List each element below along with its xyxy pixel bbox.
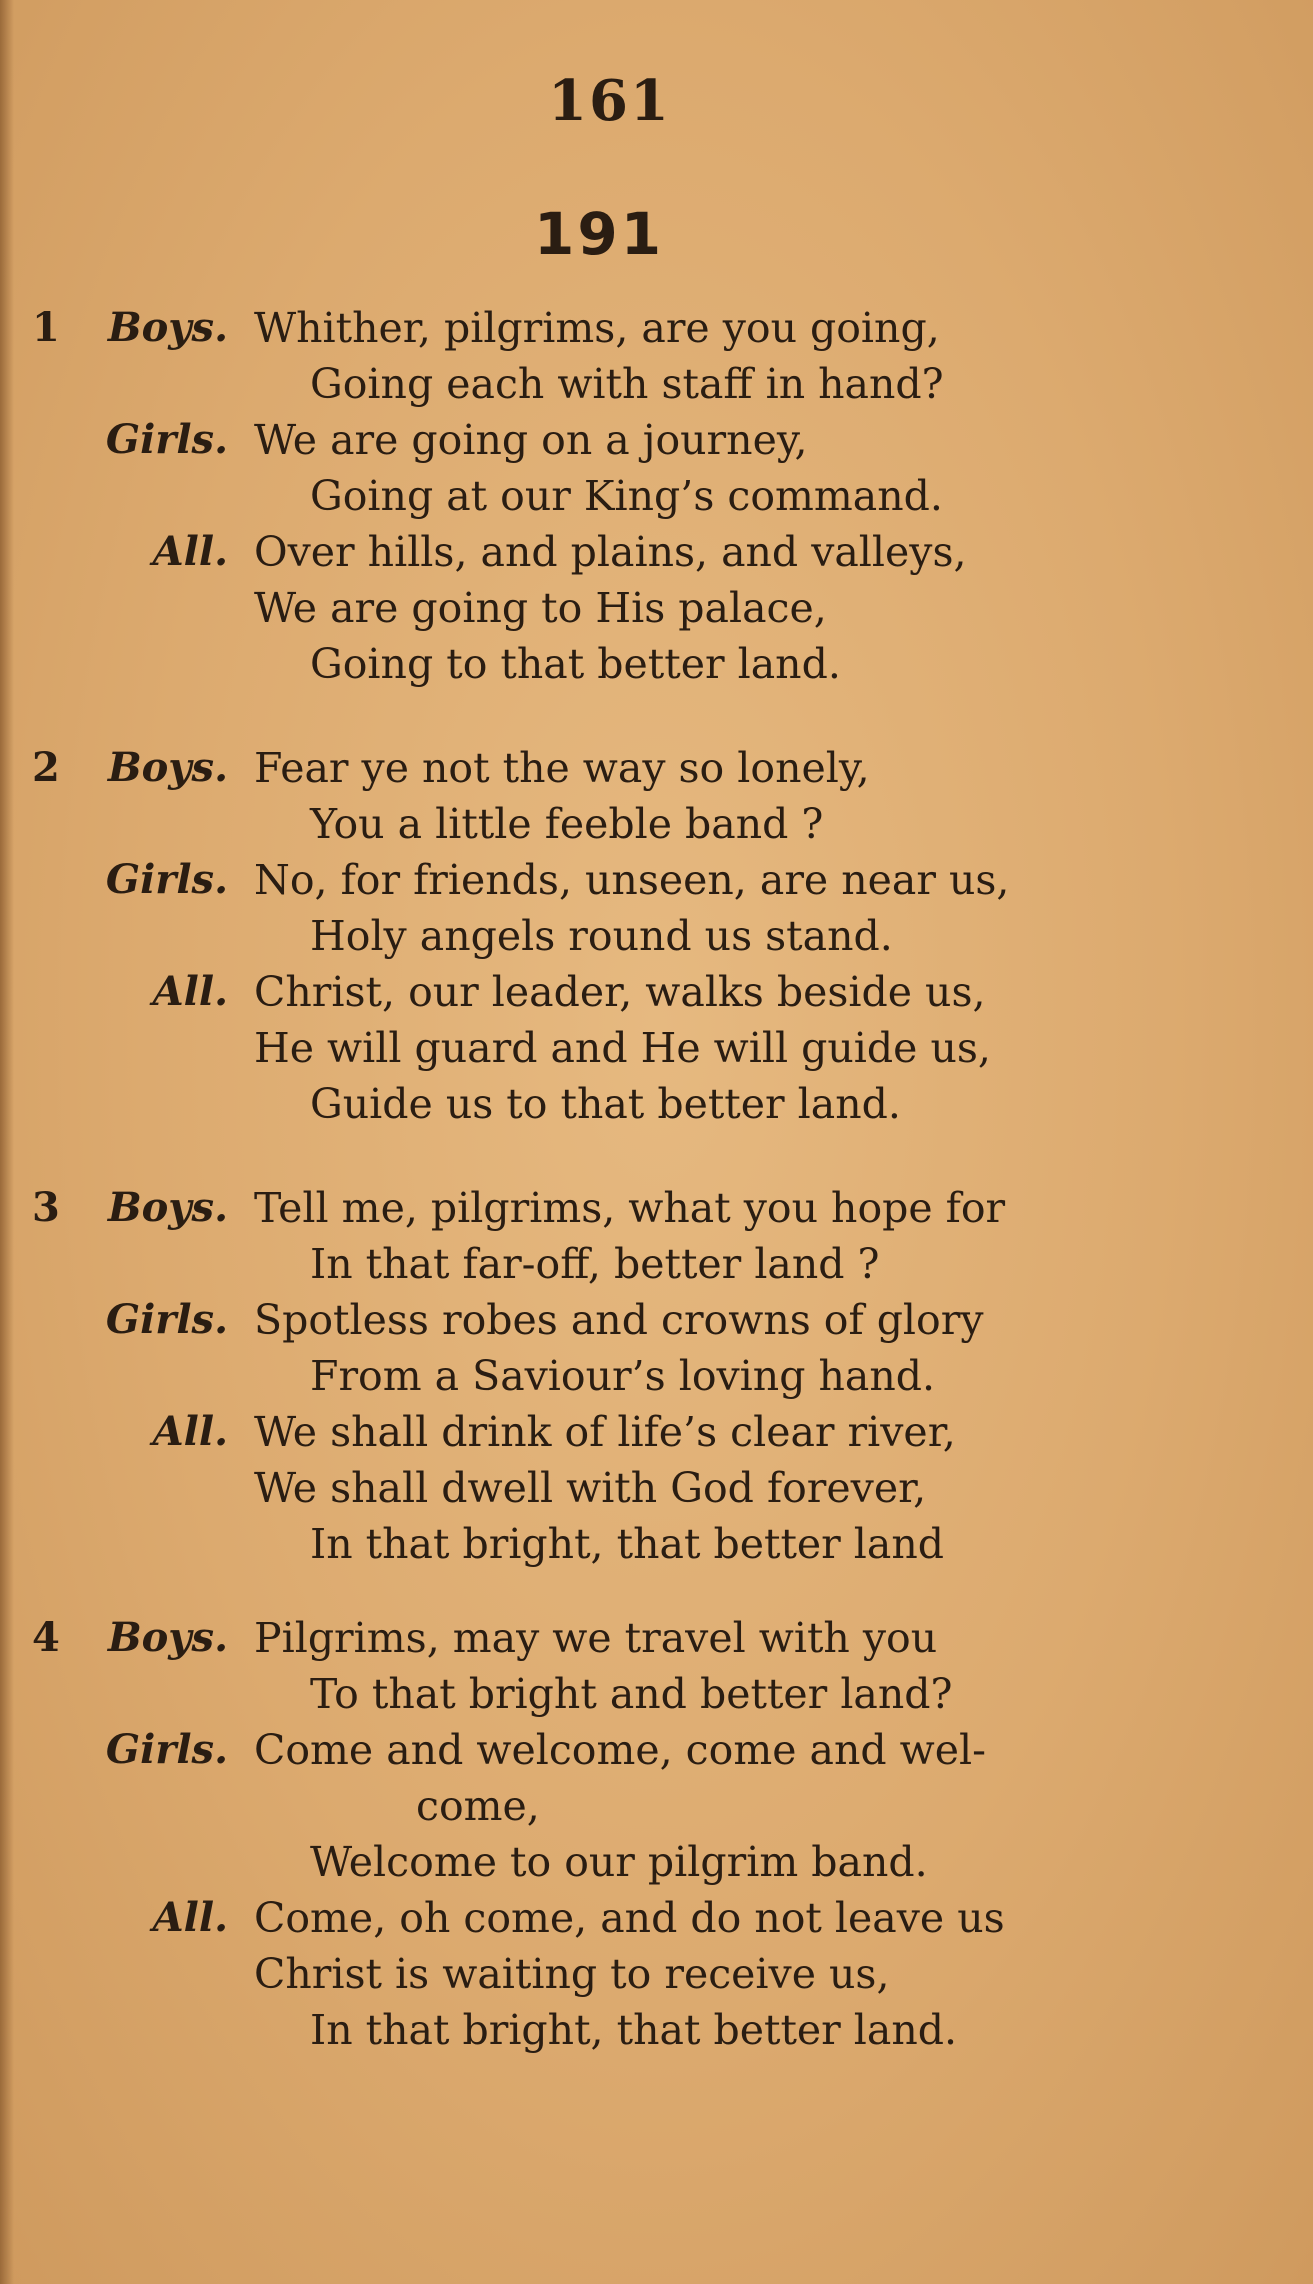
page-number: 161: [548, 68, 671, 134]
verse-line: [0, 300, 1313, 356]
verse-line: [0, 852, 1313, 908]
speaker-label: Boys.: [107, 744, 228, 791]
lyric-text: Fear ye not the way so lonely,: [254, 744, 870, 792]
verse-line: [0, 1890, 1313, 1946]
verse-line: [0, 1404, 1313, 1460]
lyric-text: We are going to His palace,: [254, 584, 827, 632]
lyric-text: You a little feeble band ?: [310, 800, 824, 848]
verse-number: 4: [32, 1614, 60, 1661]
lyric-text: Guide us to that better land.: [310, 1080, 901, 1128]
lyric-text: He will guard and He will guide us,: [254, 1024, 991, 1072]
lyric-text: We shall drink of life’s clear river,: [254, 1408, 956, 1456]
verse-line: [0, 1460, 1313, 1516]
verse-line: [0, 2002, 1313, 2058]
lyric-text: Going each with staff in hand?: [310, 360, 944, 408]
speaker-label: Boys.: [107, 1614, 228, 1661]
lyric-text: Pilgrims, may we travel with you: [254, 1614, 938, 1662]
lyric-text: come,: [416, 1782, 540, 1830]
speaker-label: All.: [152, 1894, 228, 1941]
verse-line: [0, 796, 1313, 852]
verse-line: [0, 964, 1313, 1020]
speaker-label: Boys.: [107, 304, 228, 351]
verse-line: [0, 468, 1313, 524]
lyric-text: Whither, pilgrims, are you going,: [254, 304, 940, 352]
verse-line: [0, 1516, 1313, 1572]
verse-line: [0, 1348, 1313, 1404]
verse-number: 3: [32, 1184, 60, 1231]
lyric-text: Welcome to our pilgrim band.: [310, 1838, 928, 1886]
lyric-text: In that bright, that better land.: [310, 2006, 958, 2054]
lyric-text: Come and welcome, come and wel-: [254, 1726, 986, 1774]
verse-line: [0, 1180, 1313, 1236]
verse-line: [0, 1778, 1313, 1834]
verse-line: [0, 1020, 1313, 1076]
lyric-text: Christ, our leader, walks beside us,: [254, 968, 986, 1016]
lyric-text: We shall dwell with God forever,: [254, 1464, 927, 1512]
hymn-number: 191: [534, 200, 665, 268]
verse-line: [0, 1076, 1313, 1132]
verse-line: [0, 740, 1313, 796]
verse-line: [0, 1666, 1313, 1722]
lyric-text: In that far-off, better land ?: [310, 1240, 880, 1288]
lyric-text: No, for friends, unseen, are near us,: [254, 856, 1010, 904]
speaker-label: Girls.: [105, 416, 228, 463]
verse-line: [0, 524, 1313, 580]
lyric-text: We are going on a journey,: [254, 416, 808, 464]
verse-line: [0, 412, 1313, 468]
verse-line: [0, 1946, 1313, 2002]
lyric-text: Going to that better land.: [310, 640, 841, 688]
verse-line: [0, 908, 1313, 964]
verse-line: [0, 356, 1313, 412]
speaker-label: Girls.: [105, 1296, 228, 1343]
verse-line: [0, 1236, 1313, 1292]
lyric-text: Holy angels round us stand.: [310, 912, 893, 960]
verse-line: [0, 1722, 1313, 1778]
verse-line: [0, 636, 1313, 692]
speaker-label: All.: [152, 528, 228, 575]
lyric-text: Tell me, pilgrims, what you hope for: [254, 1184, 1006, 1232]
speaker-label: Girls.: [105, 856, 228, 903]
verse-number: 1: [32, 304, 60, 351]
lyric-text: Over hills, and plains, and valleys,: [254, 528, 967, 576]
lyric-text: In that bright, that better land: [310, 1520, 945, 1568]
lyric-text: To that bright and better land?: [310, 1670, 953, 1718]
speaker-label: Girls.: [105, 1726, 228, 1773]
lyric-text: Come, oh come, and do not leave us: [254, 1894, 1005, 1942]
lyric-text: From a Saviour’s loving hand.: [310, 1352, 936, 1400]
speaker-label: All.: [152, 968, 228, 1015]
speaker-label: Boys.: [107, 1184, 228, 1231]
lyric-text: Spotless robes and crowns of glory: [254, 1296, 984, 1344]
verse-line: [0, 1834, 1313, 1890]
verse-line: [0, 1610, 1313, 1666]
verse-number: 2: [32, 744, 60, 791]
lyric-text: Christ is waiting to receive us,: [254, 1950, 890, 1998]
speaker-label: All.: [152, 1408, 228, 1455]
lyric-text: Going at our King’s command.: [310, 472, 943, 520]
verse-line: [0, 1292, 1313, 1348]
verse-line: [0, 580, 1313, 636]
